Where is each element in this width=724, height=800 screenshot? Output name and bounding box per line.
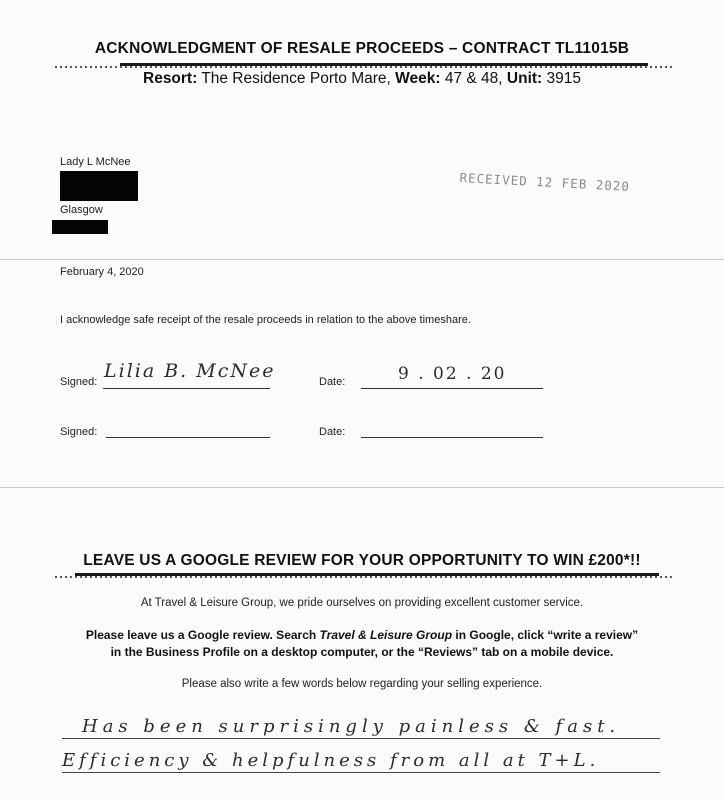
title-dotted-rule [55, 66, 675, 68]
date-label: Date: [319, 426, 346, 438]
review-write-line [62, 772, 660, 773]
document-title: ACKNOWLEDGMENT OF RESALE PROCEEDS – CONTRACT TL11015B [94, 40, 630, 57]
signed-label: Signed: [60, 376, 98, 388]
instr-company: Travel & Leisure Group [319, 628, 453, 642]
signed-label: Signed: [60, 426, 98, 438]
review-dotted-rule [55, 576, 675, 578]
recipient-name: Lady L McNee [60, 156, 131, 168]
redaction-box [60, 171, 138, 201]
recipient-city: Glasgow [60, 204, 103, 216]
review-intro: At Travel & Leisure Group, we pride ourselves on providing excellent customer service. [140, 597, 584, 609]
handwritten-review-line-1: Has been surprisingly painless & fast. [82, 716, 621, 737]
review-instructions [0, 627, 724, 661]
redaction-box [52, 220, 108, 234]
review-prompt: Please also write a few words below regarding your selling experience. [181, 678, 543, 690]
date-line [361, 437, 543, 438]
handwritten-review-line-2: Efficiency & helpfulness from all at T+L. [62, 750, 600, 771]
resort-label: Resort: [143, 70, 198, 87]
handwritten-signature: Lilia B. McNee [104, 360, 276, 382]
unit-label: Unit: [506, 70, 543, 87]
resort-value: The Residence Porto Mare, [201, 70, 391, 87]
scan-artifact-line [0, 259, 724, 260]
resort-line [0, 70, 724, 88]
instr-part-3: in Google, click “write a review” [452, 628, 639, 642]
instr-part-1: Please leave us a Google review. Search [85, 628, 320, 642]
signature-line [103, 388, 270, 389]
review-write-line [62, 738, 660, 739]
acknowledgment-text: I acknowledge safe receipt of the resale proceeds in relation to the above timeshare. [60, 314, 471, 326]
handwritten-date: 9 . 02 . 20 [398, 364, 507, 384]
week-value: 47 & 48, [444, 70, 503, 87]
unit-value: 3915 [546, 70, 581, 87]
received-stamp: RECEIVED 12 FEB 2020 [459, 170, 631, 194]
instr-line-2: in the Business Profile on a desktop computer, or the “Reviews” tab on a mobile device. [110, 645, 614, 659]
letter-date: February 4, 2020 [60, 266, 144, 278]
week-label: Week: [395, 70, 441, 87]
signature-line [106, 437, 270, 438]
date-label: Date: [319, 376, 346, 388]
review-title: LEAVE US A GOOGLE REVIEW FOR YOUR OPPORTUNITY TO WIN £200*!! [83, 552, 641, 569]
scan-artifact-line [0, 487, 724, 488]
date-line [361, 388, 543, 389]
